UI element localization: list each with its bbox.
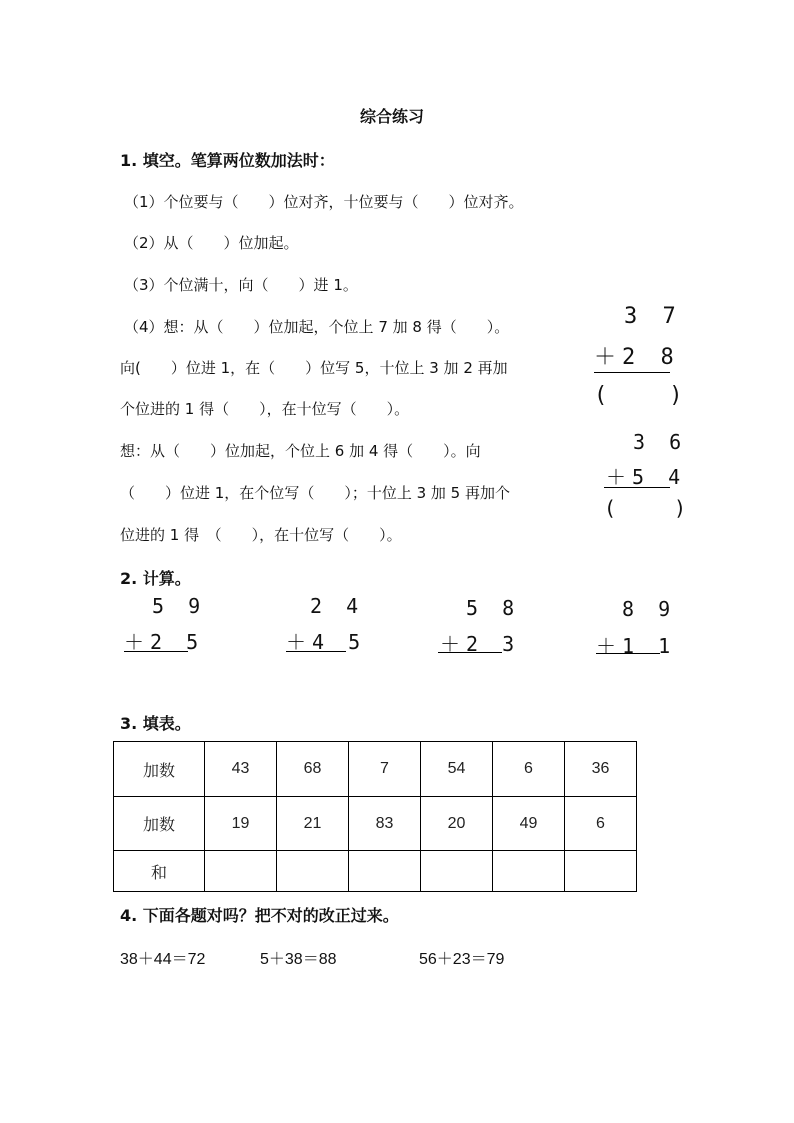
calc-4-top: 8 9 — [622, 597, 677, 621]
q1-line-3: （3）个位满十，向（ ）进 1。 — [124, 276, 358, 294]
q1-line-1: （1）个位要与（ ）位对齐，十位要与（ ）位对齐。 — [124, 193, 524, 211]
table-cell: 49 — [493, 797, 565, 851]
sum-input-cell[interactable] — [493, 851, 565, 892]
calc-3-bottom: ＋2 3 — [440, 632, 521, 656]
calc-1-bottom: ＋2 5 — [124, 630, 205, 654]
sum-input-cell[interactable] — [565, 851, 637, 892]
vertical-add-2-rule — [604, 487, 670, 488]
calc-3-rule — [438, 652, 502, 653]
vertical-add-2-top: 3 6 — [633, 430, 688, 454]
equation-2: 5＋38＝88 — [260, 951, 337, 968]
table-row-addend-2 — [114, 797, 637, 851]
row-label: 加数 — [114, 797, 205, 851]
calc-4-bottom: ＋1 1 — [596, 634, 677, 658]
table-cell: 20 — [421, 797, 493, 851]
vertical-add-1-bottom: ＋2 8 — [594, 345, 680, 370]
calc-2-rule — [286, 651, 346, 652]
fill-table — [113, 741, 637, 892]
equation-3: 56＋23＝79 — [419, 951, 505, 968]
table-cell: 6 — [565, 797, 637, 851]
sum-input-cell[interactable] — [421, 851, 493, 892]
vertical-add-1-top: 3 7 — [624, 304, 682, 329]
vertical-add-2-answer: ( ) — [604, 496, 693, 520]
calc-2-top: 2 4 — [310, 594, 365, 618]
calc-4-rule — [596, 653, 660, 654]
calc-2-bottom: ＋4 5 — [286, 630, 367, 654]
q1-heading: 1. 填空。笔算两位数加法时： — [120, 151, 335, 170]
table-row-addend-1 — [114, 742, 637, 797]
vertical-add-1-rule — [594, 372, 670, 373]
vertical-add-1-answer: ( ) — [594, 383, 689, 408]
table-cell: 36 — [565, 742, 637, 797]
q3-heading: 3. 填表。 — [120, 714, 191, 733]
sum-input-cell[interactable] — [349, 851, 421, 892]
calc-1-top: 5 9 — [152, 594, 207, 618]
q1-line-2: （2）从（ ）位加起。 — [124, 234, 299, 252]
sum-input-cell[interactable] — [277, 851, 349, 892]
equation-1: 38＋44＝72 — [120, 951, 206, 968]
row-label: 加数 — [114, 742, 205, 797]
calc-3-top: 5 8 — [466, 596, 521, 620]
q1-line-5: 向( ）位进 1，在（ ）位写 5，十位上 3 加 2 再加 — [120, 359, 508, 377]
calc-1-rule — [124, 651, 188, 652]
sum-input-cell[interactable] — [205, 851, 277, 892]
table-cell: 54 — [421, 742, 493, 797]
table-cell: 21 — [277, 797, 349, 851]
table-cell: 7 — [349, 742, 421, 797]
q1-line-4: （4）想：从（ ）位加起，个位上 7 加 8 得（ ）。 — [124, 318, 510, 336]
table-row-sum — [114, 851, 637, 892]
vertical-add-2-bottom: ＋5 4 — [606, 465, 687, 489]
table-cell: 19 — [205, 797, 277, 851]
row-label: 和 — [114, 851, 205, 892]
table-cell: 6 — [493, 742, 565, 797]
q1-line-9: 位进的 1 得 （ ），在十位写（ ）。 — [120, 526, 402, 544]
q2-heading: 2. 计算。 — [120, 569, 191, 588]
table-cell: 68 — [277, 742, 349, 797]
q4-heading: 4. 下面各题对吗？把不对的改正过来。 — [120, 906, 399, 925]
q1-line-7: 想：从（ ）位加起，个位上 6 加 4 得（ ）。向 — [120, 442, 481, 460]
q1-line-8: （ ）位进 1，在个位写（ ）；十位上 3 加 5 再加个 — [120, 484, 510, 502]
q1-line-6: 个位进的 1 得（ ），在十位写（ ）。 — [120, 400, 410, 418]
table-cell: 43 — [205, 742, 277, 797]
page-title: 综合练习 — [360, 107, 425, 126]
table-cell: 83 — [349, 797, 421, 851]
